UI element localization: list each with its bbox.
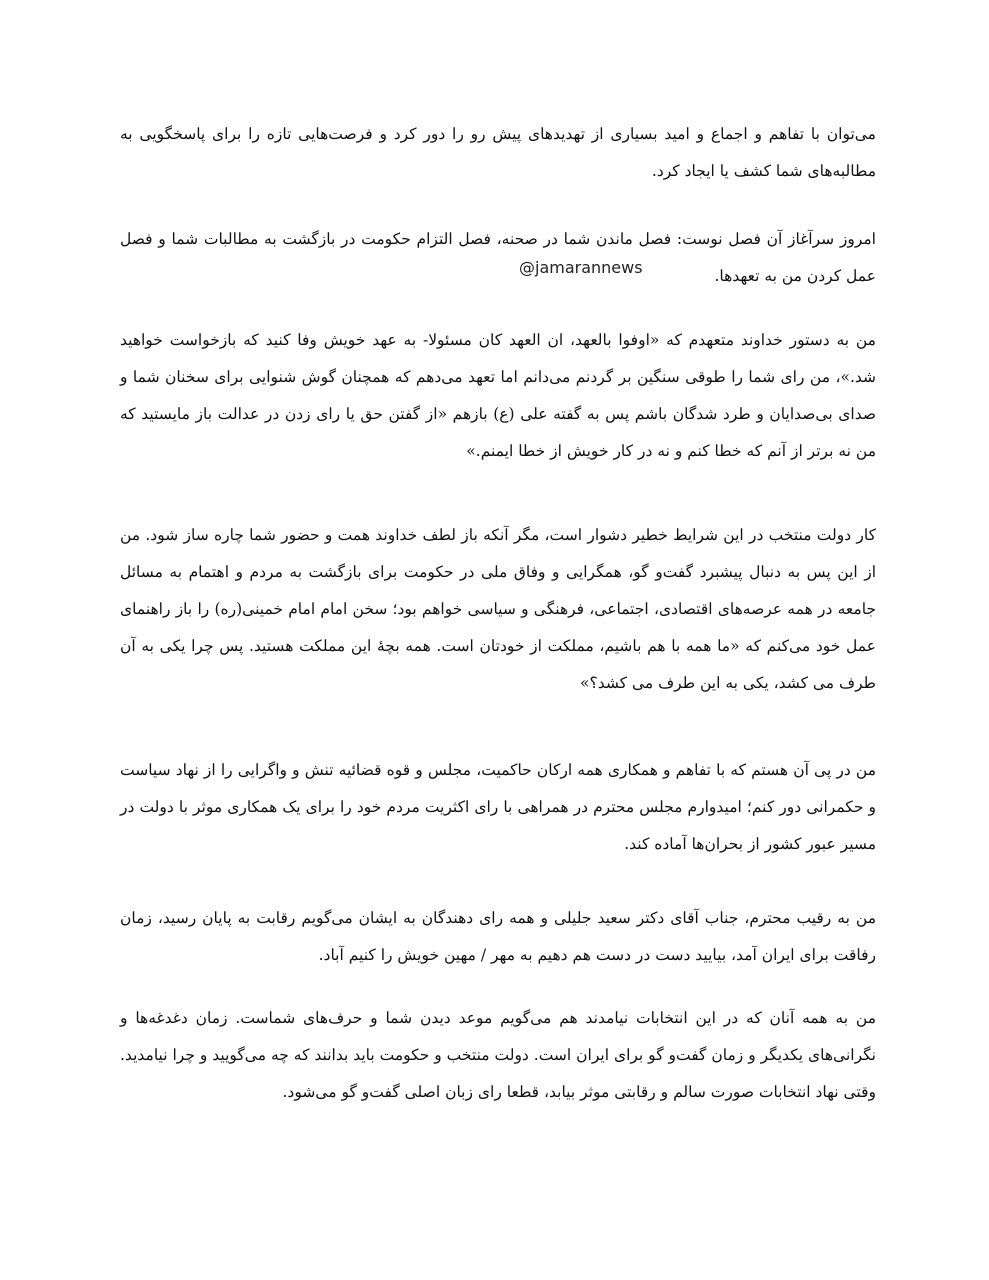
paragraph-non-voters: من به همه آنان که در این انتخابات نیامدند هم می‌گویم موعد دیدن شما و حرف‌های شماست. زمان دغدغه‌ها و نگرانی‌های یکدیگر و زمان گفت‌و گو برای ایران است. دولت منتخب و حکومت باید بدانند که چه می‌گویید و چرا نیامدید. وقتی نهاد انتخابات صورت سالم و رقابتی موثر بیابد، قطعا رای زبان اصلی گفت‌و گو می‌شود. [120, 1009, 876, 1101]
paragraph-commitment: من به دستور خداوند متعهدم که «اوفوا بالعهد، ان العهد کان مسئولا- به عهد خویش وفا کنید که بازخواست خواهید شد.»، من رای شما را طوقی سنگین بر گردنم می‌دانم اما تعهد می‌دهم که همچنان گوش شنوایی برای سخنان شما و صدای بی‌صدایان و طرد شدگان باشم پس به گفته علی (ع) بازهم «از گفتن حق یا رای زدن در عدالت باز مایستید که من نه برتر از آنم که خطا کنم و نه در کار خویش از خطا ایمنم.» [120, 331, 876, 460]
paragraph-cooperation: من در پی آن هستم که با تفاهم و همکاری همه ارکان حاکمیت، مجلس و قوه قضائیه تنش و واگرایی را از نهاد سیاست و حکمرانی دور کنم؛ امیدوارم مجلس محترم در همراهی با رای اکثریت مردم خود را برای یک همکاری موثر با دولت در مسیر عبور کشور از بحران‌ها آماده کند. [120, 761, 876, 853]
paragraph-new-chapter: امروز سرآغاز آن فصل نوست: فصل ماندن شما در صحنه، فصل التزام حکومت در بازگشت به مطالبات شما و فصل عمل کردن من به تعهدها. [120, 230, 876, 285]
watermark-handle: @jamarannews [519, 258, 643, 277]
paragraph-opportunities: می‌توان با تفاهم و اجماع و امید بسیاری از تهدیدهای پیش رو را دور کرد و فرصت‌هایی تازه را برای پاسخگویی به مطالبه‌های شما کشف یا ایجاد کرد. [120, 125, 876, 180]
paragraph-rival-message: من به رقیب محترم، جناب آقای دکتر سعید جلیلی و همه رای دهندگان به ایشان می‌گویم رقابت به پایان رسید، زمان رفاقت برای ایران آمد، بیایید دست در دست هم دهیم به مهر / مهین خویش را کنیم آباد. [120, 909, 876, 964]
paragraph-government-duty: کار دولت منتخب در این شرایط خطیر دشوار است، مگر آنکه باز لطف خداوند همت و حضور شما چاره ساز شود. من از این پس به دنبال پیشبرد گفت‌و گو، همگرایی و وفاق ملی در حکومت برای بازگشت به مردم و اهتمام به مسائل جامعه در همه عرصه‌های اقتصادی، اجتماعی، فرهنگی و سیاسی خواهم بود؛ سخن امام امام خمینی(ره) را باز راهنمای عمل خود می‌کنم که «ما همه با هم باشیم، مملکت از خودتان است. همه بچهٔ این مملکت هستید. پس چرا یکی به آن طرف می کشد، یکی به این طرف می کشد؟» [120, 526, 876, 692]
